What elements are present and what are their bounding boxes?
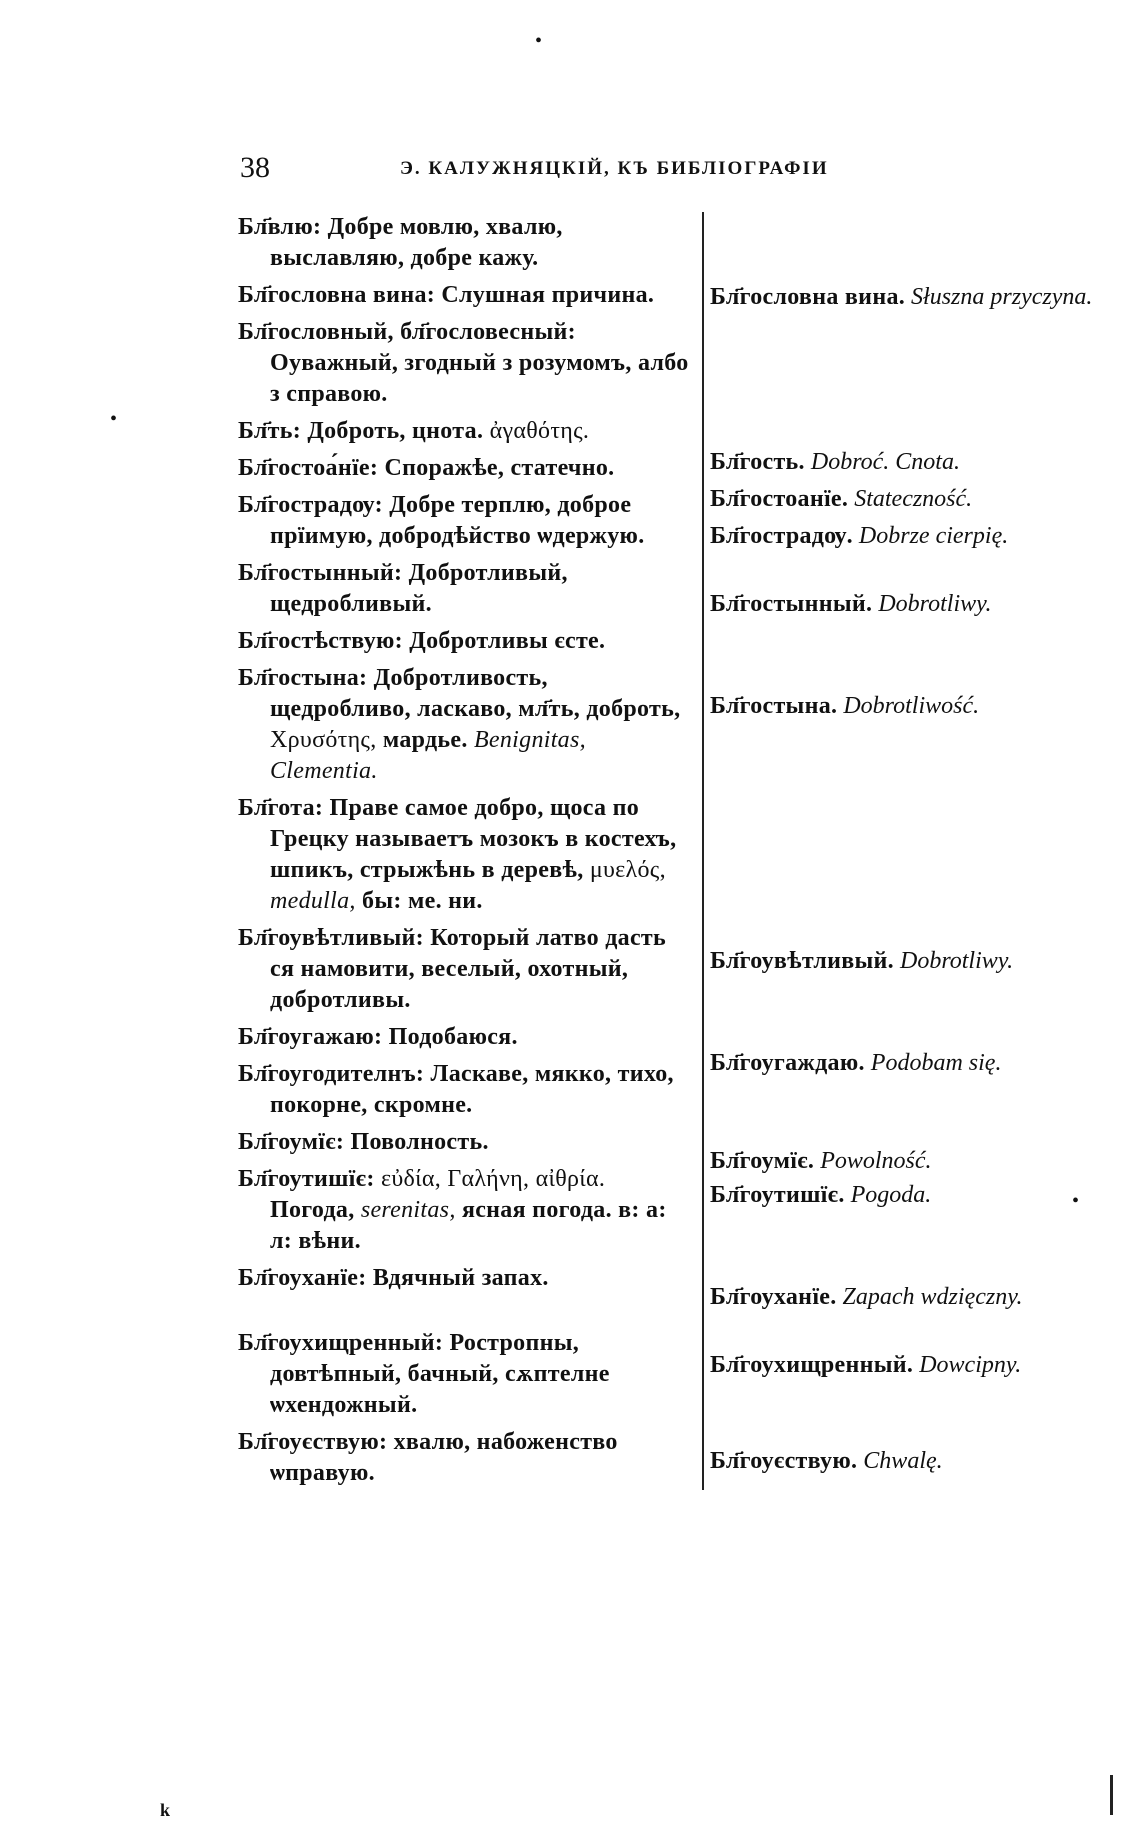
speck-mark: •	[535, 30, 543, 52]
dictionary-entry	[238, 416, 693, 447]
polish-entry	[710, 1282, 1110, 1313]
entry-headword: Бл҃влю:	[238, 214, 322, 240]
polish-entry	[710, 946, 1110, 977]
polish-translation: Podobam się.	[870, 1050, 1002, 1076]
polish-entry	[710, 282, 1110, 313]
polish-translation: Chwalę.	[863, 1448, 943, 1474]
speck-mark: •	[110, 408, 118, 430]
polish-headword: Бл҃гоувѣтливый.	[710, 948, 894, 974]
polish-headword: Бл҃гоуханїе.	[710, 1284, 837, 1310]
entry-definition: Слушная причина.	[441, 282, 655, 308]
running-title: Э. КАЛУЖНЯЦКІЙ, КЪ БИБЛІОГРАФІИ	[400, 158, 829, 179]
dictionary-entry	[238, 663, 693, 787]
column-divider	[702, 212, 704, 1490]
entry-headword: Бл҃гоугажаю:	[238, 1024, 383, 1050]
dictionary-entry	[238, 1427, 693, 1489]
entry-headword: Бл҃гословный, бл҃гословесный:	[238, 319, 576, 345]
dictionary-entry	[238, 453, 693, 484]
entry-headword: Бл҃гоуєствую:	[238, 1429, 388, 1455]
entry-definition: Который латво дасть ся намовити, веселый, охотный, добротливы.	[270, 925, 666, 1013]
polish-headword: Бл҃гострадѹ.	[710, 523, 853, 549]
entry-definition: Доброть, цнота.	[307, 418, 484, 444]
polish-headword: Бл҃гость.	[710, 449, 805, 475]
polish-translation: Dobrotliwy.	[899, 948, 1014, 974]
polish-entry	[710, 691, 1110, 722]
dictionary-entry	[238, 1059, 693, 1121]
entry-headword: Бл҃гоухищренный:	[238, 1330, 444, 1356]
polish-entry	[710, 447, 1110, 478]
entry-definition-cont: ясная погода. в: а: л: вѣни.	[270, 1197, 667, 1254]
entry-definition: Добре терплю, доброе прїимую, добродѣйство ѡдержую.	[270, 492, 645, 549]
polish-headword: Бл҃гословна вина.	[710, 284, 906, 310]
entry-headword: Бл҃гота:	[238, 795, 324, 821]
dictionary-entry	[238, 212, 693, 274]
entry-headword: Бл҃гострадѹ:	[238, 492, 383, 518]
entry-headword: Бл҃гословна вина:	[238, 282, 436, 308]
polish-translation: Dobrotliwy.	[878, 591, 992, 617]
dictionary-entry	[238, 923, 693, 1016]
entry-headword: Бл҃гоувѣтливый:	[238, 925, 424, 951]
left-column	[238, 212, 693, 1495]
polish-headword: Бл҃гоуєствую.	[710, 1448, 858, 1474]
page-number: 38	[240, 151, 270, 184]
entry-headword: Бл҃гоугодителнъ:	[238, 1061, 425, 1087]
page-footer-mark: k	[160, 1800, 171, 1820]
polish-headword: Бл҃гоугаждаю.	[710, 1050, 865, 1076]
dictionary-entry	[238, 626, 693, 657]
entry-definition: Ласкаве, мякко, тихо, покорне, скромне.	[270, 1061, 674, 1118]
polish-translation: Dobrze cierpię.	[858, 523, 1009, 549]
entry-greek: ἀγαθότης.	[489, 418, 590, 444]
entry-definition-cont: бы: ме. ни.	[362, 888, 483, 914]
entry-headword: Бл҃гоумїє:	[238, 1129, 345, 1155]
entry-definition: Добротливость, щедробливо, ласкаво, мл҃ть, доброть,	[270, 665, 681, 722]
polish-headword: Бл҃гостына.	[710, 693, 838, 719]
entry-latin: Benignitas, Clementia.	[270, 727, 586, 784]
entry-definition: Погода,	[270, 1197, 355, 1223]
polish-entry	[710, 589, 1110, 620]
entry-definition: Праве самое добро, щоса по Грецку называетъ мозокъ в костехъ, шпикъ, стрыжѣнь в деревѣ,	[270, 795, 677, 883]
entry-headword: Бл҃гостына:	[238, 665, 368, 691]
polish-translation: Zapach wdzięczny.	[842, 1284, 1023, 1310]
dictionary-entry	[238, 317, 693, 410]
entry-headword: Бл҃гоутишїє:	[238, 1166, 375, 1192]
entry-headword: Бл҃гостѣствую:	[238, 628, 403, 654]
polish-headword: Бл҃гоумїє.	[710, 1148, 815, 1174]
entry-headword: Бл҃ть:	[238, 418, 301, 444]
polish-headword: Бл҃гоухищренный.	[710, 1352, 914, 1378]
dictionary-entry	[238, 280, 693, 311]
polish-translation: Powolność.	[820, 1148, 932, 1174]
dictionary-entry	[238, 1164, 693, 1257]
polish-entry	[710, 521, 1110, 552]
entry-definition: Подобаюся.	[388, 1024, 518, 1050]
polish-entry	[710, 1446, 1110, 1477]
entry-greek: μυελός,	[589, 857, 666, 883]
polish-headword: Бл҃гоутишїє.	[710, 1182, 845, 1208]
polish-headword: Бл҃гостынный.	[710, 591, 873, 617]
polish-entry	[710, 1180, 1110, 1211]
speck-mark: •	[1072, 1190, 1080, 1212]
polish-translation: Dobrotliwość.	[843, 693, 980, 719]
polish-entry	[710, 1048, 1110, 1079]
entry-greek: εὐδία, Γαλήνη, αἰθρία.	[380, 1166, 606, 1192]
entry-latin: serenitas,	[360, 1197, 456, 1223]
entry-greek: Χρυσότης,	[270, 727, 377, 753]
dictionary-entry	[238, 490, 693, 552]
dictionary-entry	[238, 1127, 693, 1158]
dictionary-entry	[238, 1022, 693, 1053]
entry-definition: Споражѣе, статечно.	[384, 455, 615, 481]
polish-entry	[710, 1350, 1110, 1381]
entry-definition: Оуважный, згодный з розумомъ, албо з справою.	[270, 350, 689, 407]
dictionary-entry	[238, 558, 693, 620]
entry-definition: Ростропны, довтѣпный, бачный, сѫптелне ѡхендожный.	[270, 1330, 610, 1418]
entry-headword: Бл҃гоуханїе:	[238, 1265, 367, 1291]
polish-translation: Słuszna przyczyna.	[911, 284, 1093, 310]
entry-latin: medulla,	[270, 888, 356, 914]
entry-definition: Добре мовлю, хвалю, выславляю, добре кажу.	[270, 214, 563, 271]
entry-headword: Бл҃гостоа́нїе:	[238, 455, 379, 481]
dictionary-entry	[238, 1328, 693, 1421]
polish-translation: Dowcipny.	[919, 1352, 1022, 1378]
entry-definition: хвалю, набоженство ѡправую.	[270, 1429, 618, 1486]
polish-translation: Dobroć. Cnota.	[810, 449, 960, 475]
entry-definition: Добротливы єсте.	[409, 628, 606, 654]
entry-headword: Бл҃гостынный:	[238, 560, 403, 586]
entry-definition: Вдячный запах.	[372, 1265, 549, 1291]
entry-definition: Поволность.	[350, 1129, 489, 1155]
polish-translation: Stateczność.	[854, 486, 973, 512]
dictionary-entry	[238, 793, 693, 917]
polish-entry	[710, 1146, 1110, 1177]
entry-definition-cont: мардье.	[382, 727, 468, 753]
edge-mark	[1110, 1775, 1113, 1815]
polish-entry	[710, 484, 1110, 515]
dictionary-entry	[238, 1263, 693, 1294]
polish-headword: Бл҃гостоанїе.	[710, 486, 849, 512]
polish-translation: Pogoda.	[850, 1182, 932, 1208]
entry-definition: Добротливый, щедробливый.	[270, 560, 568, 617]
page-header	[240, 150, 860, 190]
